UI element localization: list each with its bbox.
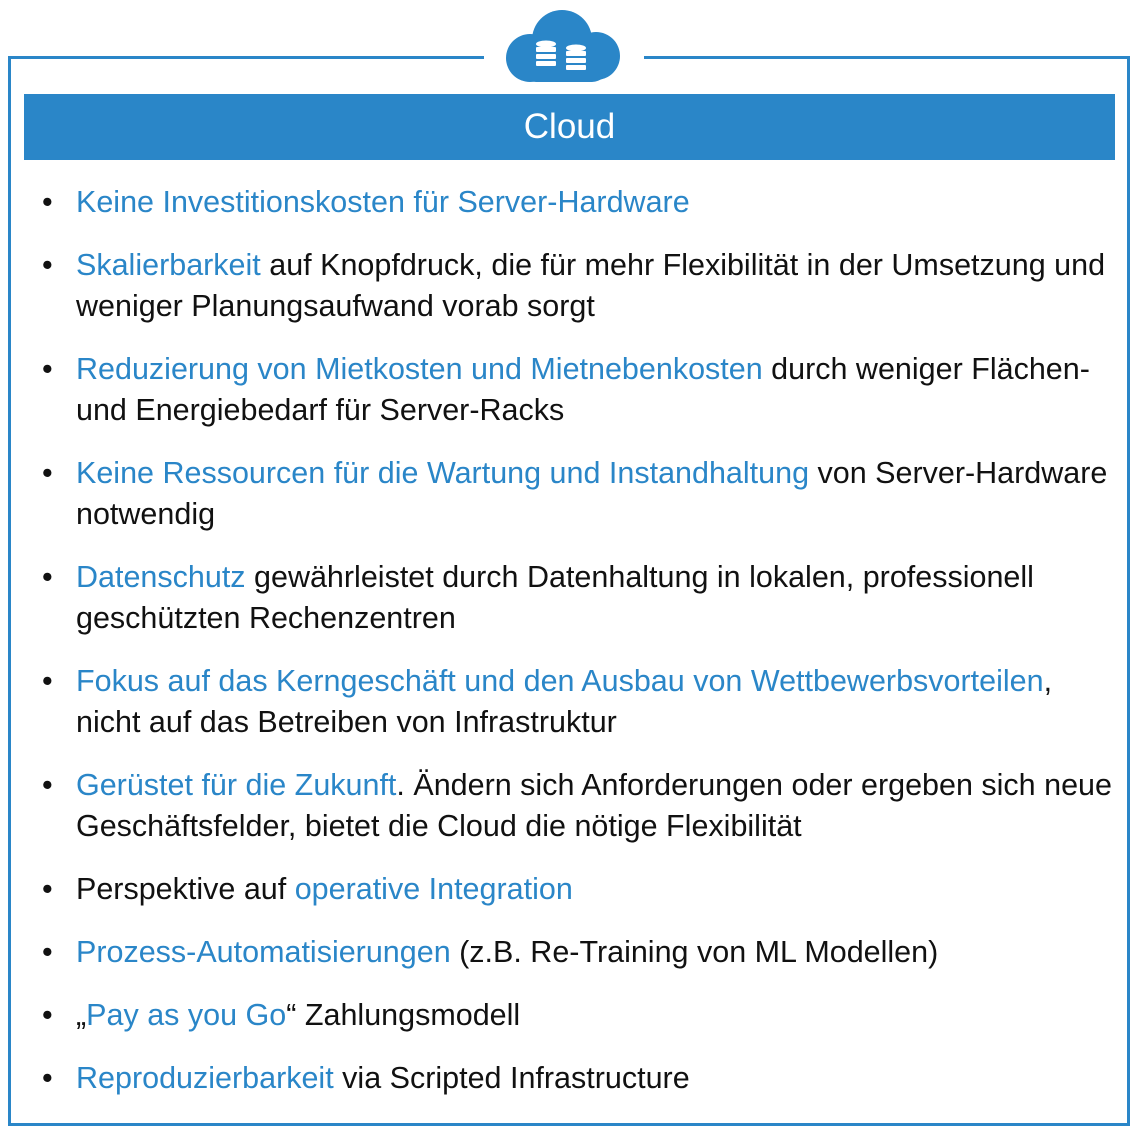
item-text: „ xyxy=(76,998,87,1032)
item-highlight: Datenschutz xyxy=(76,560,246,594)
cloud-database-icon xyxy=(492,4,632,88)
item-highlight: Prozess-Automatisierungen xyxy=(76,935,451,969)
item-text: Perspektive auf xyxy=(76,872,295,906)
item-text: (z.B. Re-Training von ML Modellen) xyxy=(450,935,939,969)
item-text: durch weniger Flächen- und Energiebedarf für Server-Racks xyxy=(76,352,1090,427)
list-item xyxy=(40,245,1120,327)
item-text: . Ändern sich Anforderungen oder ergeben sich neue Geschäftsfelder, bietet die Cloud die nötige Flexibilität xyxy=(76,768,1112,843)
item-text: von Server-Hardware notwendig xyxy=(76,456,1108,531)
list-item xyxy=(40,661,1120,743)
panel-title: Cloud xyxy=(24,94,1115,160)
item-highlight: Gerüstet für die Zukunft xyxy=(76,768,397,802)
item-highlight: Skalierbarkeit xyxy=(76,248,261,282)
list-item xyxy=(40,995,1120,1036)
item-highlight: Reproduzierbarkeit xyxy=(76,1061,334,1095)
list-item xyxy=(40,349,1120,431)
item-highlight: Pay as you Go xyxy=(86,998,287,1032)
list-item xyxy=(40,765,1120,847)
item-text: , nicht auf das Betreiben von Infrastruktur xyxy=(76,664,1053,739)
list-item xyxy=(40,869,1120,910)
item-highlight: Keine Investitionskosten für Server-Hardware xyxy=(76,185,690,219)
item-text: via Scripted Infrastructure xyxy=(333,1061,690,1095)
item-highlight: operative Integration xyxy=(294,872,573,906)
item-highlight: Reduzierung von Mietkosten und Mietnebenkosten xyxy=(76,352,763,386)
item-text: gewährleistet durch Datenhaltung in lokalen, professionell geschützten Rechenzentren xyxy=(76,560,1034,635)
list-item xyxy=(40,453,1120,535)
item-text: “ Zahlungsmodell xyxy=(286,998,521,1032)
item-text: auf Knopfdruck, die für mehr Flexibilität in der Umsetzung und weniger Planungsaufwand vorab sorgt xyxy=(76,248,1106,323)
benefit-list xyxy=(40,182,1120,1099)
item-highlight: Keine Ressourcen für die Wartung und Instandhaltung xyxy=(76,456,810,490)
list-item xyxy=(40,932,1120,973)
list-item xyxy=(40,182,1120,223)
item-highlight: Fokus auf das Kerngeschäft und den Ausbau von Wettbewerbsvorteilen xyxy=(76,664,1044,698)
list-item xyxy=(40,557,1120,639)
list-item xyxy=(40,1058,1120,1099)
